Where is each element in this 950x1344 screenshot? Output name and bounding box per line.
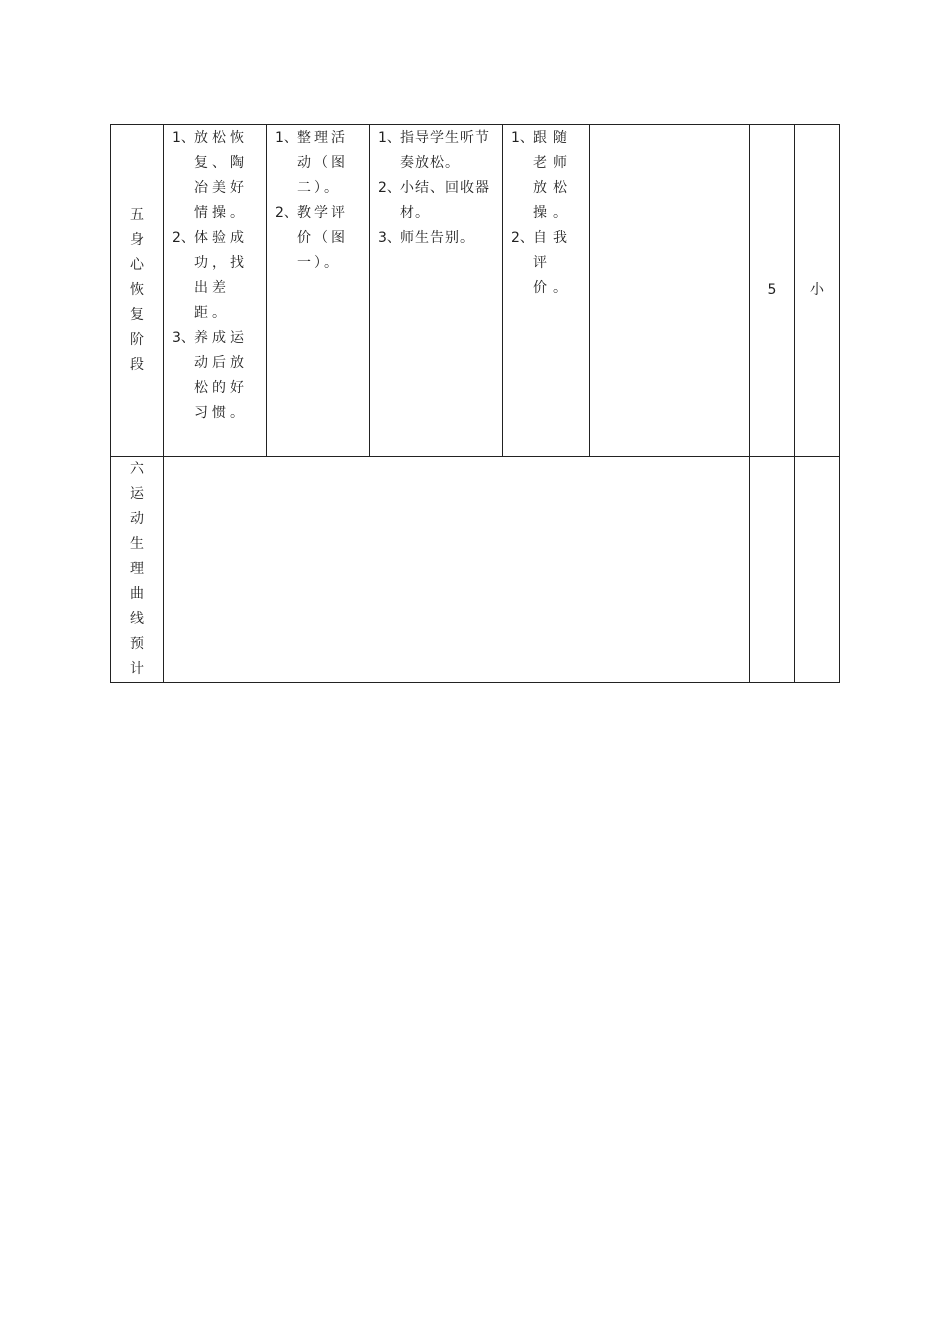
student-activities-list [503,126,589,301]
stage5-row [111,125,840,457]
stage5-organization-cell [590,125,750,457]
contents-list [267,126,369,276]
stage5-goals-cell [164,125,267,457]
list-item: 2、 小结、回收器材。 [378,180,490,221]
stage5-contents-cell [267,125,370,457]
teacher-activities-list [370,126,502,251]
stage6-time-cell [750,457,795,683]
goals-list [164,126,266,426]
list-item: 2、 自我评价。 [511,230,573,296]
list-item: 2、 体验成功，找出差距。 [172,230,248,321]
list-item: 3、 师生告别。 [378,230,475,246]
stage5-student-cell [503,125,590,457]
stage5-label: 五 身 心 恢 复 阶 段 [111,125,164,457]
list-item: 1、 放松恢复、陶冶美好情操。 [172,130,248,221]
list-item: 3、 养成运动后放松的好习惯。 [172,330,248,421]
list-item: 1、 指导学生听节奏放松。 [378,130,490,171]
list-item: 2、 教学评价（图一）。 [275,205,348,271]
stage6-row [111,457,840,683]
stage6-intensity-cell [795,457,840,683]
lesson-plan-table [110,124,840,683]
stage6-label: 六 运 动 生 理 曲 线 预 计 [111,457,164,683]
stage5-teacher-cell [370,125,503,457]
stage5-intensity-cell: 小 [795,125,840,457]
stage5-time-cell: 5 [750,125,795,457]
list-item: 1、 跟随老师放松操。 [511,130,573,221]
stage6-curve-cell [164,457,750,683]
list-item: 1、 整理活动（图二）。 [275,130,348,196]
